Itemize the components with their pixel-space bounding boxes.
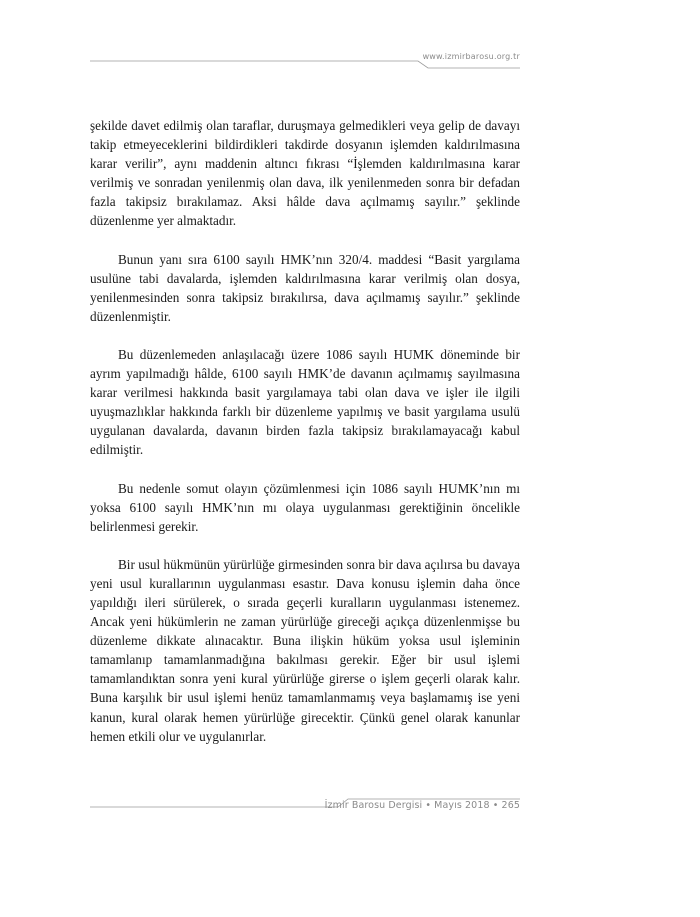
header-url: www.izmirbarosu.org.tr	[422, 52, 520, 61]
header-rule	[0, 0, 700, 120]
paragraph-2: Bunun yanı sıra 6100 sayılı HMK’nın 320/4. maddesi “Basit yargılama usulüne tabi davalarda, işlemden kaldırılmasına karar verilmiş olan dosya, yenilenmesinden sonra takipsiz bırakılırsa, dava açılmamış sayılır.” şeklinde düzenlenmiştir.	[90, 251, 520, 324]
paragraph-4: Bu nedenle somut olayın çözümlenmesi için 1086 sayılı HUMK’nın mı yoksa 6100 sayılı HMK’nın mı olaya uygulanması gerektiğinin öncelikle belirlenmesi gerekir.	[90, 480, 520, 534]
paragraph-3: Bu düzenlemeden anlaşılacağı üzere 1086 sayılı HUMK döneminde bir ayrım yapılmadığı hâlde, 6100 sayılı HMK’de davanın açılmamış sayılmasına karar verilmesi hakkında basit yargılamaya tabi olan dava ve işler ile ilgili uyuşmazlıklar hakkında farklı bir düzenleme yapılmış ve basit yargılama usulü uygulanan davalarda, davanın birden fazla takipsiz bırakılamayacağı kabul edilmiştir.	[90, 346, 520, 458]
paragraph-5: Bir usul hükmünün yürürlüğe girmesinden sonra bir dava açılırsa bu davaya yeni usul kurallarının uygulanması esastır. Dava konusu işlemin daha önce yapıldığı ileri sürülerek, o sırada geçerli kuralların uygulanması istenemez. Ancak yeni hükümlerin ne zaman yürürlüğe gireceği açıkça düzenlenmişse bu düzenleme dikkate alınacaktır. Buna ilişkin hüküm yoksa usul işleminin tamamlanıp tamamlanmadığına bakılması gerekir. Eğer bir usul işlemi tamamlandıktan sonra yeni kural yürürlüğe girerse o işlem geçerli olarak kalır. Buna karşılık bir usul işlemi henüz tamamlanmamış veya başlamamış ise yeni kanun, kural olarak hemen yürürlüğe girecektir. Çünkü genel olarak kanunlar hemen etkili olur ve uygulanırlar.	[90, 556, 520, 744]
paragraph-1: şekilde davet edilmiş olan taraflar, duruşmaya gelmedikleri veya gelip de davayı takip etmeyeceklerini bildirdikleri takdirde dosyanın işlemden kaldırılmasına karar verilir”, aynı maddenin altıncı fıkrası “İşlemden kaldırılmasına karar verilmiş ve sonradan yenilenmiş olan dava, ilk yenilenmeden sonra bir defadan fazla takipsiz bırakılamaz. Aksi hâlde dava açılmamış sayılır.” şeklinde düzenlenme yer almaktadır.	[90, 118, 520, 229]
footer-journal-info: İzmir Barosu Dergisi • Mayıs 2018 • 265	[324, 800, 520, 811]
article-body	[90, 116, 520, 765]
